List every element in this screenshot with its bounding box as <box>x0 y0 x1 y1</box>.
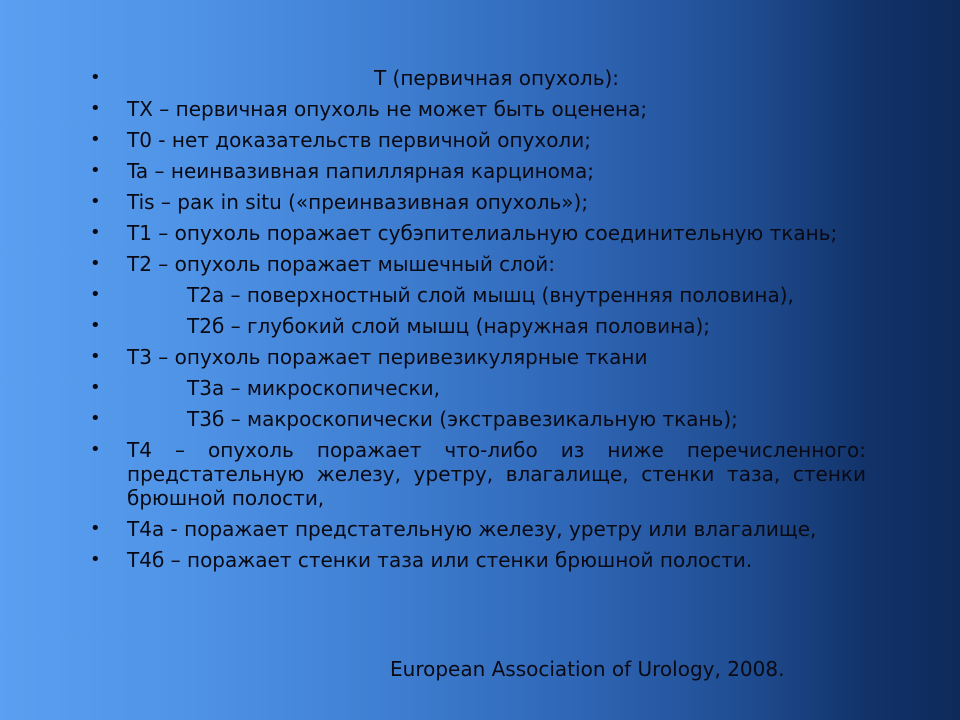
list-item-text: T4 – опухоль поражает что-либо из ниже перечисленного: предстательную железу, уретру, влагалище, стенки таза, стенки брюшной полости, <box>127 438 866 510</box>
list-item-text: Ta – неинвазивная папиллярная карцинома; <box>127 159 594 183</box>
list-item <box>90 548 866 572</box>
list-item-text: T3a – микроскопически, <box>187 376 440 400</box>
list-item <box>90 438 866 510</box>
list-item-text: T2a – поверхностный слой мышц (внутренняя половина), <box>187 283 794 307</box>
list-item <box>90 66 866 90</box>
citation: European Association of Urology, 2008. <box>390 657 785 681</box>
list-item <box>90 252 866 276</box>
list-item <box>90 376 866 400</box>
list-item-text: T3 – опухоль поражает перивезикулярные ткани <box>127 345 648 369</box>
list-item-text: T2 – опухоль поражает мышечный слой: <box>127 252 555 276</box>
list-item-text: Tis – рак in situ («преинвазивная опухоль»); <box>127 190 589 214</box>
list-item-text: T (первичная опухоль): <box>373 66 620 90</box>
list-item <box>90 128 866 152</box>
list-item-text: T0 - нет доказательств первичной опухоли; <box>127 128 591 152</box>
list-item <box>90 97 866 121</box>
list-item <box>90 345 866 369</box>
list-item <box>90 283 866 307</box>
list-item <box>90 517 866 541</box>
list-item <box>90 221 866 245</box>
list-item-text: T4б – поражает стенки таза или стенки брюшной полости. <box>127 548 753 572</box>
list-item <box>90 314 866 338</box>
list-item <box>90 159 866 183</box>
bullet-list <box>90 66 866 579</box>
list-item-text: T3б – макроскопически (экстравезикальную ткань); <box>187 407 738 431</box>
list-item-text: T4a - поражает предстательную железу, уретру или влагалище, <box>127 517 817 541</box>
list-item-text: T2б – глубокий слой мышц (наружная половина); <box>187 314 711 338</box>
list-item <box>90 190 866 214</box>
list-item-text: TX – первичная опухоль не может быть оценена; <box>127 97 648 121</box>
list-item <box>90 407 866 431</box>
list-item-text: T1 – опухоль поражает субэпителиальную соединительную ткань; <box>127 221 838 245</box>
